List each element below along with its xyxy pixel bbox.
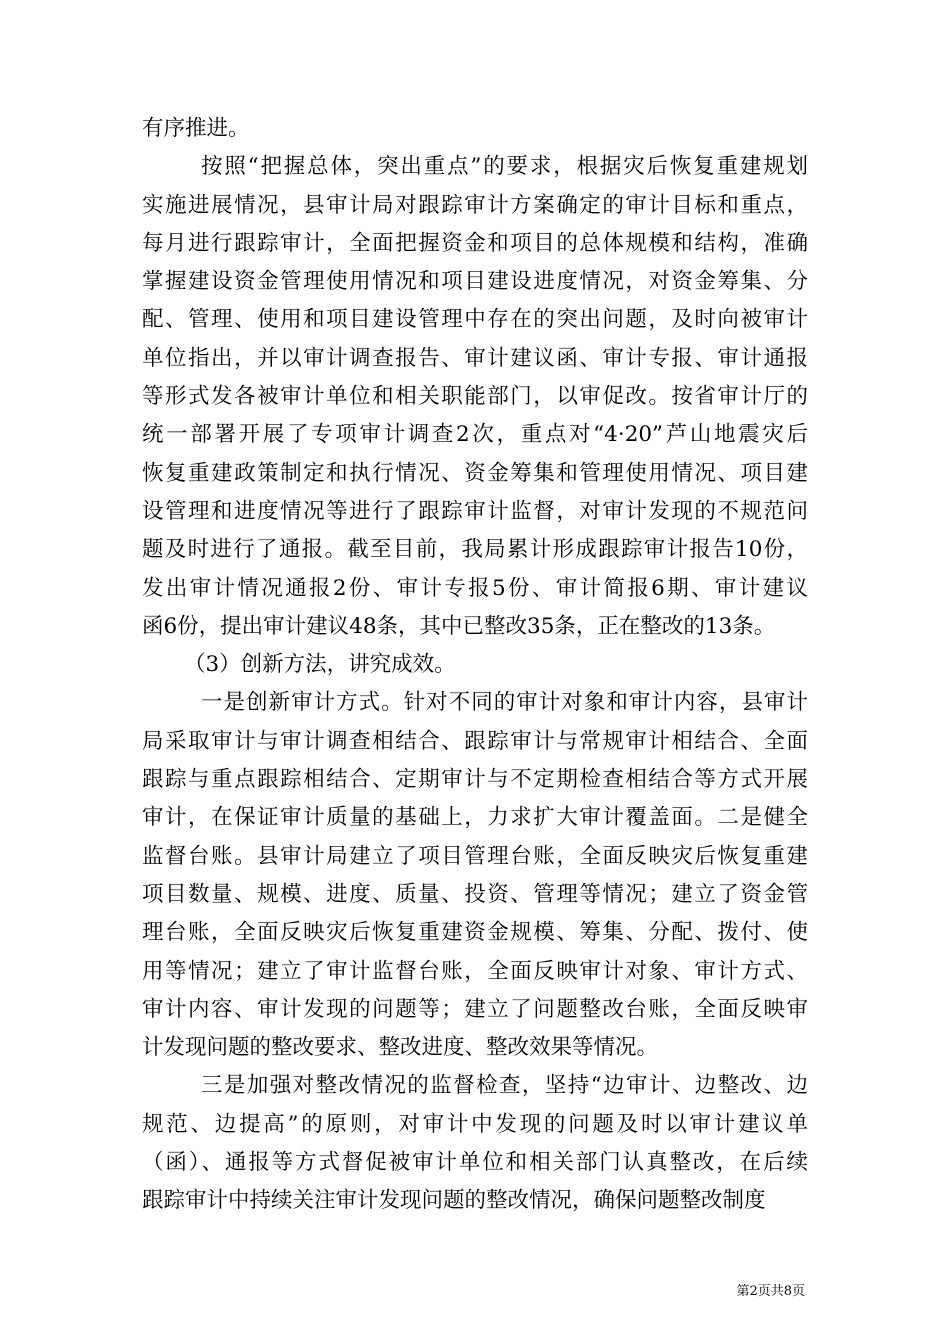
text-line: 按照“把握总体，突出重点”的要求，根据灾后恢复重建规划 [201,154,808,180]
text-line: 有序推进。 [142,116,250,141]
text-line: 项目数量、规模、进度、质量、投资、管理等情况；建立了资金管 [142,881,808,907]
text-line: 掌握建设资金管理使用情况和项目建设进度情况，对资金筹集、分 [142,269,808,295]
text-line: 题及时进行了通报。截至目前，我局累计形成跟踪审计报告10份， [142,537,808,563]
text-line: 配、管理、使用和项目建设管理中存在的突出问题，及时向被审计 [142,307,808,333]
text-line: 理台账，全面反映灾后恢复重建资金规模、筹集、分配、拨付、使 [142,920,808,946]
text-line: 设管理和进度情况等进行了跟踪审计监督，对审计发现的不规范问 [142,498,808,524]
paragraph [142,148,808,646]
text-line: 监督台账。县审计局建立了项目管理台账，全面反映灾后恢复重建 [142,843,808,869]
text-line: 单位指出，并以审计调查报告、审计建议函、审计专报、审计通报 [142,345,808,371]
text-line: 恢复重建政策制定和执行情况、资金筹集和管理使用情况、项目建 [142,460,808,486]
text-line: （函）、通报等方式督促被审计单位和相关部门认真整改，在后续 [142,1150,808,1176]
document-body [142,110,808,1221]
text-line: 一是创新审计方式。针对不同的审计对象和审计内容，县审计 [201,690,808,716]
text-line: 等形式发各被审计单位和相关职能部门，以审促改。按省审计厅的 [142,384,808,410]
text-line: 审计内容、审计发现的问题等；建立了问题整改台账，全面反映审 [142,996,808,1022]
paragraph [142,1067,808,1220]
paragraph [142,684,808,1067]
text-line: 局采取审计与审计调查相结合、跟踪审计与常规审计相结合、全面 [142,728,808,754]
text-line: 统一部署开展了专项审计调查2次，重点对“4·20”芦山地震灾后 [142,422,808,448]
text-line: 函6份，提出审计建议48条，其中已整改35条，正在整改的13条。 [142,613,776,639]
text-line: 每月进行跟踪审计，全面把握资金和项目的总体规模和结构，准确 [142,230,808,256]
text-line: 跟踪审计中持续关注审计发现问题的整改情况，确保问题整改制度 [142,1188,766,1214]
text-line: 计发现问题的整改要求、整改进度、整改效果等情况。 [142,1035,659,1061]
text-line: 规范、边提高”的原则，对审计中发现的问题及时以审计建议单 [142,1111,808,1137]
paragraph [142,646,808,684]
text-line: 审计，在保证审计质量的基础上，力求扩大审计覆盖面。二是健全 [142,805,808,831]
text-line: 跟踪与重点跟踪相结合、定期审计与不定期检查相结合等方式开展 [142,767,808,793]
text-line: 发出审计情况通报2份、审计专报5份、审计简报6期、审计建议 [142,575,808,601]
paragraph [142,110,808,148]
text-line: 三是加强对整改情况的监督检查，坚持“边审计、边整改、边 [201,1073,808,1099]
text-line: 用等情况；建立了审计监督台账，全面反映审计对象、审计方式、 [142,958,808,984]
text-line: （3）创新方法，讲究成效。 [184,652,456,678]
text-line: 实施进展情况，县审计局对跟踪审计方案确定的审计目标和重点， [142,192,808,218]
page-number: 第2页共8页 [736,1284,805,1299]
